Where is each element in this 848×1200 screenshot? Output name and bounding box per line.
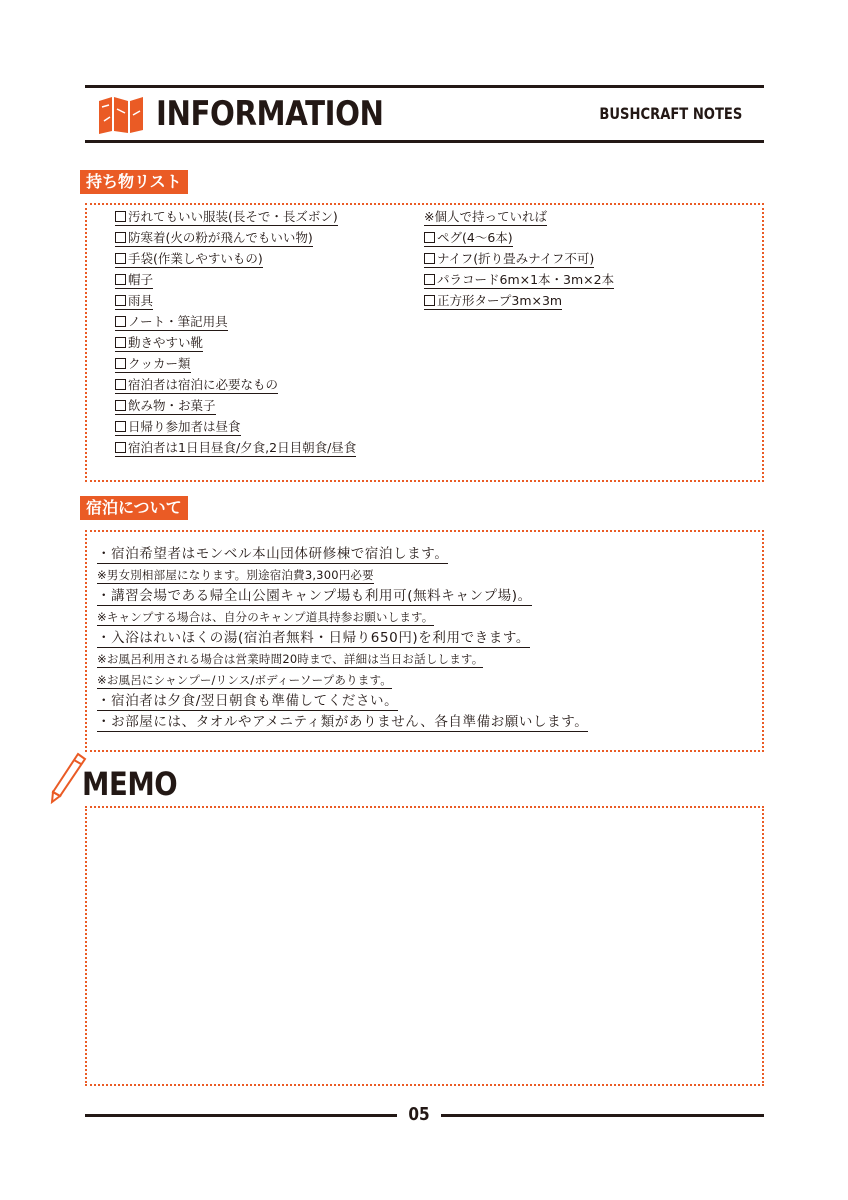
checkbox-icon[interactable] (115, 295, 126, 306)
checkbox-icon[interactable] (115, 211, 126, 222)
item-text: クッカー類 (128, 356, 191, 371)
checklist-item[interactable] (115, 353, 356, 374)
checklist-item[interactable] (115, 332, 356, 353)
checklist-item[interactable] (115, 227, 356, 248)
checklist-item[interactable] (115, 269, 356, 290)
checkbox-icon[interactable] (115, 400, 126, 411)
stay-info-line: ・お部屋には、タオルやアメニティ類がありません、各自準備お願いします。 (97, 714, 589, 730)
belongings-label: 持ち物リスト (80, 170, 188, 194)
publication-name: BUSHCRAFT NOTES (599, 104, 742, 123)
checkbox-icon[interactable] (424, 274, 435, 285)
item-text: 日帰り参加者は昼食 (128, 419, 241, 434)
item-text: ペグ(4〜6本) (437, 230, 513, 245)
item-text: 防寒着(火の粉が飛んでもいい物) (128, 230, 313, 245)
page-title: INFORMATION (156, 94, 384, 134)
optional-note: ※個人で持っていれば (424, 209, 547, 224)
header-bottom-rule (85, 140, 764, 143)
belongings-left-column (115, 206, 356, 458)
item-text: ナイフ(折り畳みナイフ不可) (437, 251, 595, 266)
memo-box[interactable] (85, 806, 764, 1086)
checkbox-icon[interactable] (115, 316, 126, 327)
checkbox-icon[interactable] (424, 232, 435, 243)
checklist-item[interactable] (115, 437, 356, 458)
checklist-item[interactable] (424, 290, 614, 311)
checklist-item[interactable] (115, 206, 356, 227)
checkbox-icon[interactable] (115, 379, 126, 390)
checkbox-icon[interactable] (424, 295, 435, 306)
checkbox-icon[interactable] (115, 421, 126, 432)
stay-info-line: ・宿泊希望者はモンベル本山団体研修棟で宿泊します。 (97, 546, 449, 562)
checkbox-icon[interactable] (115, 442, 126, 453)
checkbox-icon[interactable] (115, 358, 126, 369)
checkbox-icon[interactable] (115, 274, 126, 285)
item-text: 雨具 (128, 293, 154, 308)
checklist-item[interactable] (115, 374, 356, 395)
item-text: ノート・筆記用具 (128, 314, 228, 329)
stay-info-line: ・講習会場である帰全山公園キャンプ場も利用可(無料キャンプ場)。 (97, 588, 532, 604)
stay-info-line: ※お風呂にシャンプー/リンス/ボディーソープあります。 (97, 673, 392, 687)
page-number: 05 (408, 1104, 430, 1125)
item-text: 宿泊者は宿泊に必要なもの (128, 377, 279, 392)
belongings-right-column (424, 206, 614, 311)
checklist-item[interactable] (424, 227, 614, 248)
item-text: 手袋(作業しやすいもの) (128, 251, 263, 266)
stay-info-line: ※お風呂利用される場合は営業時間20時まで、詳細は当日お話しします。 (97, 652, 484, 666)
stay-info-line: ※男女別相部屋になります。別途宿泊費3,300円必要 (97, 568, 374, 582)
item-text: 宿泊者は1日目昼食/夕食,2日目朝食/昼食 (128, 440, 357, 455)
item-text: 汚れてもいい服装(長そで・長ズボン) (128, 209, 338, 224)
stay-info-line: ※キャンプする場合は、自分のキャンプ道具持参お願いします。 (97, 610, 434, 624)
item-text: 正方形タープ3m×3m (437, 293, 563, 308)
checkbox-icon[interactable] (115, 232, 126, 243)
checklist-item[interactable] (115, 416, 356, 437)
checklist-item[interactable] (424, 269, 614, 290)
checkbox-icon[interactable] (115, 253, 126, 264)
checklist-item[interactable] (115, 395, 356, 416)
checklist-item[interactable] (115, 311, 356, 332)
footer-rule-right (441, 1114, 764, 1117)
stay-label: 宿泊について (80, 496, 188, 520)
checklist-item[interactable] (424, 248, 614, 269)
memo-title: MEMO (82, 765, 178, 803)
footer-rule-left (85, 1114, 397, 1117)
stay-info-line: ・入浴はれいほくの湯(宿泊者無料・日帰り650円)を利用できます。 (97, 630, 531, 646)
item-text: 動きやすい靴 (128, 335, 204, 350)
checkbox-icon[interactable] (115, 337, 126, 348)
checklist-item[interactable] (115, 290, 356, 311)
map-icon (96, 95, 146, 135)
checkbox-icon[interactable] (424, 253, 435, 264)
item-text: パラコード6m×1本・3m×2本 (437, 272, 615, 287)
header-top-rule (85, 85, 764, 88)
item-text: 帽子 (128, 272, 154, 287)
stay-info-line: ・宿泊者は夕食/翌日朝食も準備してください。 (97, 693, 399, 709)
checklist-item[interactable] (115, 248, 356, 269)
item-text: 飲み物・お菓子 (128, 398, 216, 413)
stay-info-list (97, 544, 588, 733)
